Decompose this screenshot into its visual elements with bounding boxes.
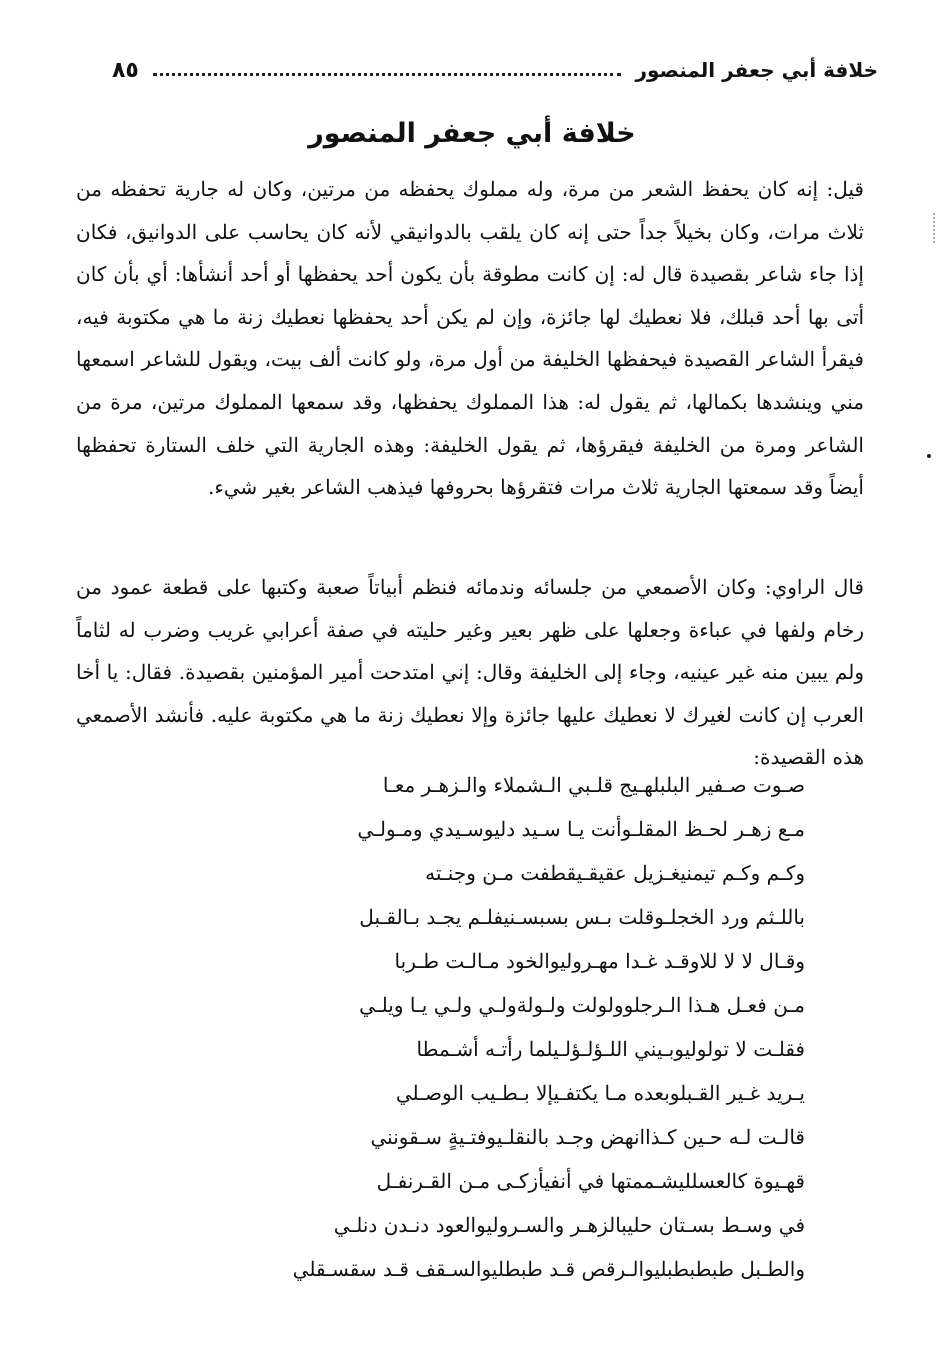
poem-line: وكـم وكـم تيمنيغـزيل عقيقـيقطفت مـن وجنـته	[425, 861, 805, 885]
poem-line: صـوت صـفير البلبلهـيج قلـبي الـشملاء والـزهـر معـا	[382, 773, 805, 797]
poem-line: قهـيوة كالعسلليشـممتها في أنفيأزكـى مـن القـرنفـل	[376, 1169, 805, 1193]
running-header	[112, 52, 878, 88]
poem-line: مـن فعـل هـذا الـرجلوولولت ولـولةولـي ولـي يـا ويلـي	[359, 993, 805, 1017]
poem-line: والطـبل طبطبطبليوالـرقص قـد طبطليوالسـقف قـد سقسـقلي	[292, 1257, 805, 1281]
section-title: خلافة أبي جعفر المنصور	[308, 118, 636, 149]
poem-line: وقـال لا لا للاوقـد غـدا مهـروليوالخود مـالـت طـربا	[394, 949, 805, 973]
poem-line: يـريد غـير القـبلوبعده مـا يكتفـيإلا بـطـيب الوصـلي	[395, 1081, 805, 1105]
dotted-leader	[153, 73, 622, 76]
scan-edge-mark	[933, 213, 937, 243]
paragraph-2: قال الراوي: وكان الأصمعي من جلسائه وندمائه فنظم أبياتاً صعبة وكتبها على قطعة عمود من رخام ولفها في عباءة وجعلها على ظهر بعير وغير حليته في صفة أعرابي غريب وضرب له لثاماً ولم يبين منه غير عينيه، وجاء إلى الخليفة وقال: إني امتدحت أمير المؤمنين بقصيدة. فقال: يا أخا العرب إن كانت لغيرك لا نعطيك عليها جائزة وإلا نعطيك زنة ما هي مكتوبة عليه. فأنشد الأصمعي هذه القصيدة:	[76, 575, 864, 770]
running-title: خلافة أبي جعفر المنصور	[635, 58, 878, 82]
poem-line: باللـثم ورد الخجلـوقلت بـس بسبسـنيفلـم يجـد بـالقـبل	[359, 905, 805, 929]
poem-line: قالـت لـه حـين كـذاانهض وجـد بالنقلـيوفتـيةٍ سـقونني	[370, 1125, 805, 1149]
poem-line: في وسـط بسـتان حليبالزهـر والسـروليوالعود دنـدن دنلـي	[333, 1213, 805, 1237]
paragraph-1: قيل: إنه كان يحفظ الشعر من مرة، وله مملوك يحفظه من مرتين، وكان له جارية تحفظه من ثلاث مرات، وكان بخيلاً جداً حتى إنه كان يلقب بالدوانيقي لأنه كان يحاسب على الدوانيق، فكان إذا جاء شاعر بقصيدة قال له: إن كانت مطوقة بأن يكون أحد يحفظها أو أحد أنشأها: أي بأن كان أتى بها أحد قبلك، فلا نعطيك لها جائزة، وإن لم يكن أحد يحفظها نعطيك زنة ما هي مكتوبة فيه، فيقرأ الشاعر القصيدة فيحفظها الخليفة من أول مرة، ولو كانت ألف بيت، ويقول للشاعر اسمعها مني وينشدها بكمالها، ثم يقول له: هذا المملوك يحفظها، وقد سمعها المملوك مرتين، مرة من الشاعر ومرة من الخليفة فيقرؤها، ثم يقول الخليفة: وهذه الجارية التي خلف الستارة تحفظها أيضاً وقد سمعتها الجارية ثلاث مرات فتقرؤها بحروفها فيذهب الشاعر بغير شيء.	[76, 177, 864, 500]
poem-line: فقلـت لا تولوليوبـيني اللـؤلـؤلـيلما رأتـه أشـمطا	[416, 1037, 805, 1061]
poem-block	[155, 763, 805, 1291]
poem-line: مـع زهـر لحـظ المقلـوأنت يـا سـيد دليوسـيدي ومـولـي	[357, 817, 805, 841]
page-number: ٨٥	[112, 57, 139, 83]
scan-speck	[927, 454, 931, 458]
